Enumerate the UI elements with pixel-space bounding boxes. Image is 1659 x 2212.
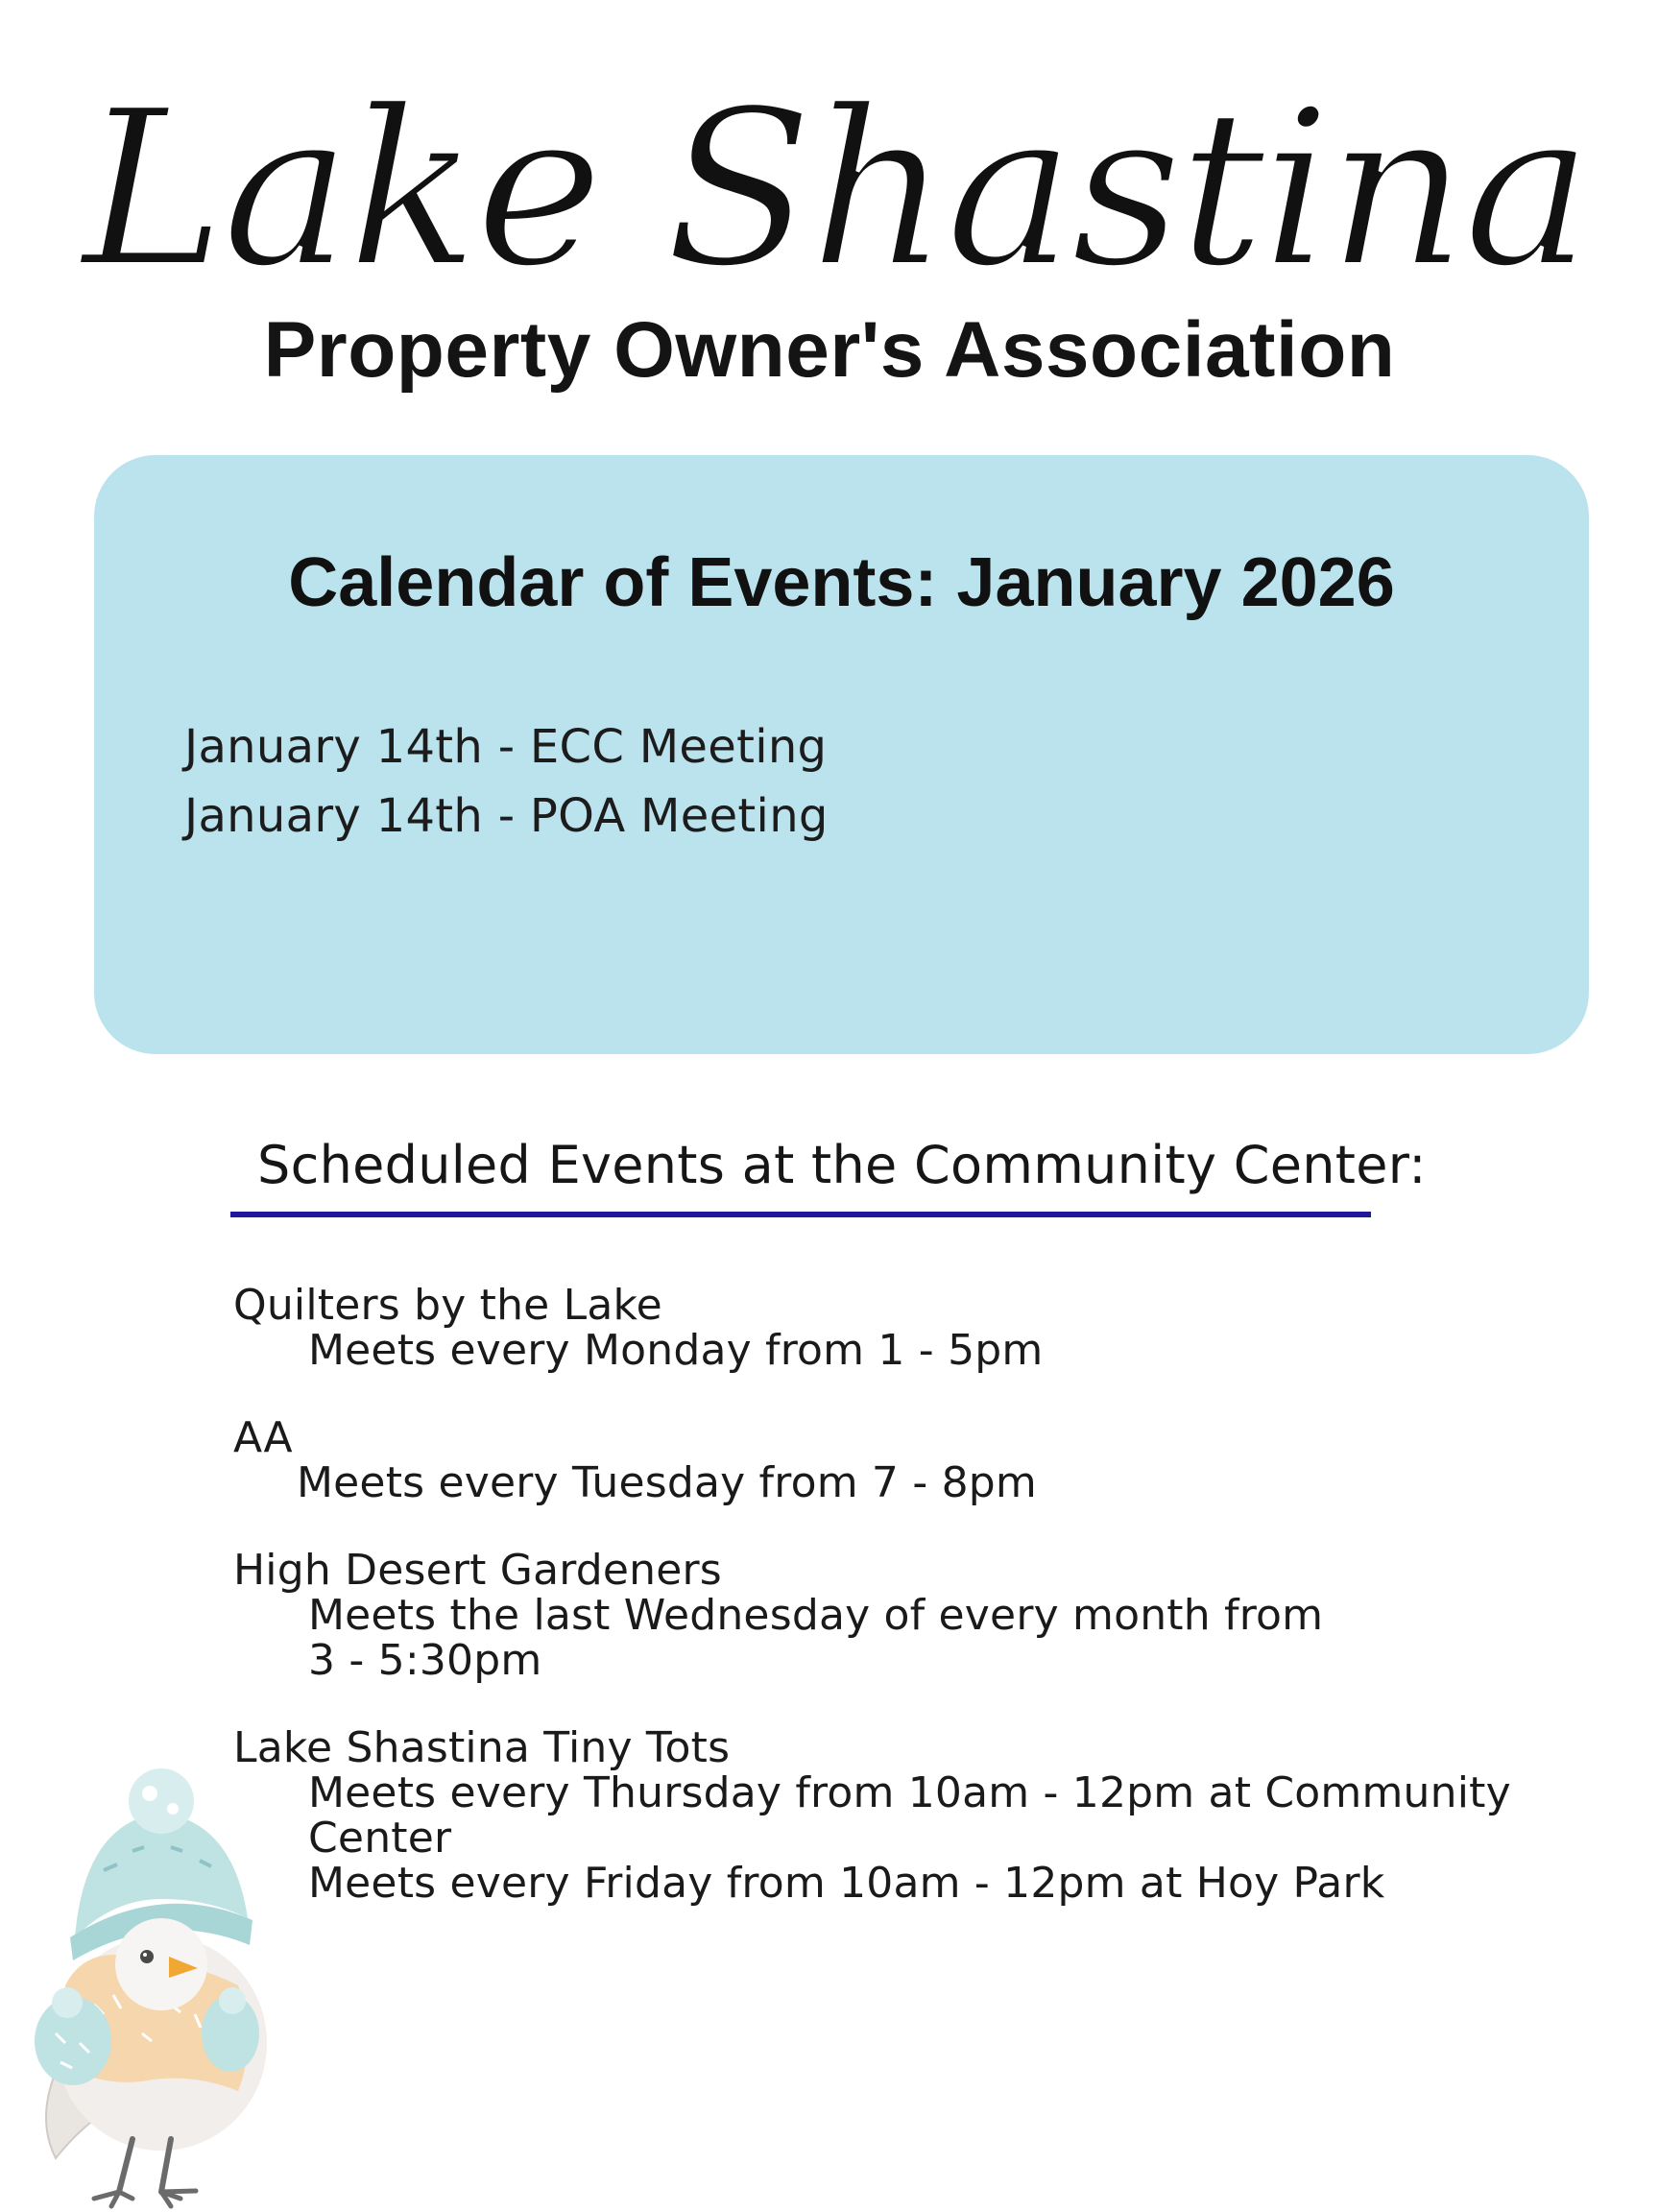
calendar-item: January 14th - ECC Meeting (184, 720, 828, 774)
calendar-title: Calendar of Events: January 2026 (288, 544, 1395, 621)
event-item (233, 1283, 1659, 1373)
event-detail: Meets every Thursday from 10am - 12pm at Community Center (308, 1768, 1511, 1863)
event-name: High Desert Gardeners (233, 1546, 722, 1595)
event-detail: 3 - 5:30pm (308, 1636, 542, 1685)
event-detail: Meets every Friday from 10am - 12pm at Hoy Park (308, 1859, 1385, 1908)
heading-underline (230, 1212, 1371, 1217)
event-detail: Meets every Tuesday from 7 - 8pm (297, 1458, 1037, 1507)
event-detail: Meets every Monday from 1 - 5pm (308, 1326, 1044, 1375)
calendar-list (184, 712, 829, 851)
community-center-heading: Scheduled Events at the Community Center: (257, 1135, 1427, 1195)
event-detail: Meets the last Wednesday of every month from (308, 1591, 1324, 1640)
event-item (233, 1548, 1659, 1683)
event-name: AA (233, 1413, 293, 1462)
event-name: Lake Shastina Tiny Tots (233, 1723, 731, 1772)
page-subtitle: Property Owner's Association (263, 306, 1396, 394)
winter-bird-icon (27, 1755, 296, 2206)
event-name: Quilters by the Lake (233, 1281, 662, 1330)
logo-script-text: Lake Shastina (82, 63, 1589, 316)
event-item (233, 1415, 1659, 1505)
event-item (233, 1725, 1659, 1906)
community-events-list (233, 1283, 1659, 1948)
lake-shastina-logo (82, 38, 1589, 326)
calendar-item: January 14th - POA Meeting (184, 789, 829, 843)
calendar-panel (94, 455, 1589, 1054)
